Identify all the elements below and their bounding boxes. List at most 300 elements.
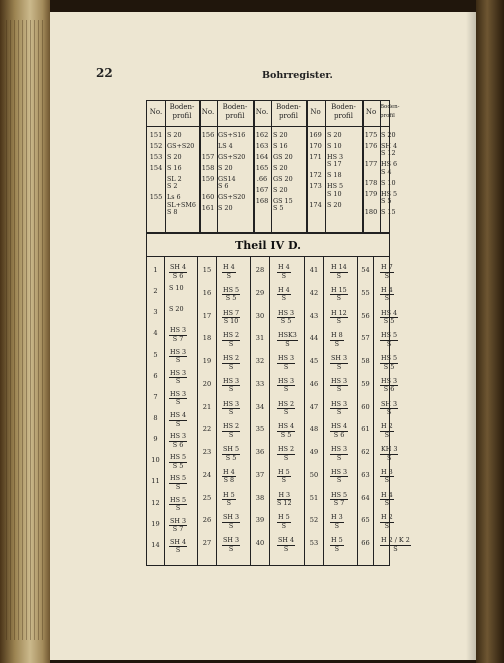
row-number: 40 [255,539,265,548]
lower-layer: S [386,339,392,348]
soil-profile: S 20 [218,204,233,213]
header-line: Boden- [276,103,301,111]
lower-layer: S [283,544,289,553]
soil-fraction [169,454,187,470]
soil-profile: GS 15 S 5 [273,197,293,213]
row-number: 65 [361,516,370,525]
soil-fraction [222,287,240,303]
row-number: 1 [153,266,158,274]
row-number: 44 [309,334,319,343]
header-line: profil [380,113,395,119]
lower-layer: S 5 [383,362,395,371]
upper-layer: H 4 [278,285,290,294]
lower-layer: S [175,504,181,513]
row-number: 152 [149,142,163,150]
row-number: 156 [201,131,215,139]
lower-layer: S 7 [333,499,345,508]
soil-fraction [277,537,295,553]
header-line: profil [334,112,353,120]
upper-layer: HS 3 [331,445,348,454]
soil-fraction [222,355,240,371]
upper-layer: S 20 [169,305,184,314]
upper-layer: H 5 [278,513,290,522]
row-number: 170 [309,142,322,150]
row-number: 17 [202,311,212,320]
lower-layer: S [334,544,340,553]
lower-layer: S 5 [280,430,292,439]
upper-layer: HS 5 [381,354,398,363]
row-number: 50 [309,470,319,479]
row-number: 64 [361,493,370,502]
bottom-col-rule [323,256,324,566]
soil-fraction [222,264,236,280]
row-number: 158 [201,164,215,172]
upper-layer: H 4 [381,490,393,499]
row-number: 57 [361,334,370,343]
lower-layer: S [334,339,340,348]
lower-layer: S [336,362,342,371]
row-number: 35 [255,425,265,434]
upper-layer: HS 4 [170,411,187,419]
lower-layer: S [384,294,390,303]
row-number: 15 [202,266,212,274]
soil-profile: GS 20 [273,175,293,183]
soil-fraction [380,514,394,530]
header-line: profil [279,112,298,120]
soil-fraction [277,332,298,348]
soil-profile: S 10 [327,142,342,150]
row-number: 41 [309,266,319,274]
upper-layer: HS 5 [331,490,348,499]
upper-layer: HS 5 [170,453,187,462]
row-number: 178 [364,178,378,187]
lower-layer: S [281,476,287,485]
soil-fraction [277,446,295,462]
row-number: 54 [361,266,370,274]
bottom-col-rule [373,256,374,566]
soil-fraction [380,401,398,417]
bottom-col-rule [164,256,165,566]
row-number: 180 [364,208,378,217]
soil-fraction [330,469,348,485]
row-number: 171 [309,153,322,161]
soil-profile: S 20 [327,131,342,139]
soil-fraction [380,310,398,326]
lower-layer: S [336,271,342,280]
soil-fraction [380,423,394,439]
lower-layer: S 6 [383,385,395,394]
lower-layer: S [281,294,287,303]
soil-fraction [380,446,398,462]
row-number: 168 [255,197,269,205]
upper-layer: HS 2 [278,445,295,454]
page-edge-lines [6,20,46,640]
soil-profile: HS 5 S 10 [327,182,344,198]
row-number: 51 [309,493,319,502]
row-number: 60 [361,402,370,411]
soil-profile: GS+S16 [218,131,246,139]
row-number: 56 [361,311,370,320]
upper-layer: HS 3 [278,376,295,385]
row-number: 31 [255,334,265,343]
row-number: 48 [309,425,319,434]
lower-layer: S [226,271,232,280]
column-header-profile [271,103,306,121]
bottom-col-rule [269,256,270,566]
column-header-profile [217,103,253,121]
row-number: 53 [309,539,319,548]
soil-fraction [330,492,348,508]
lower-layer: S [334,521,340,530]
soil-fraction [277,310,295,326]
row-number: 43 [309,311,319,320]
lower-layer: S [228,362,234,371]
upper-layer: S 10 [169,284,184,293]
row-number: 11 [151,477,160,486]
row-number: 30 [255,311,265,320]
soil-profile: S 20 [273,164,288,172]
soil-fraction [169,518,187,534]
lower-layer: S [228,430,234,439]
upper-layer: HS 2 [223,354,240,363]
soil-fraction [277,492,292,508]
row-number: 38 [255,493,265,502]
column-header-no: No. [201,108,215,116]
soil-profile: Ls 6 SL+SM6 S 8 [167,193,196,217]
row-number: .66 [256,175,268,183]
upper-layer: HS 2 [223,331,240,340]
lower-layer: S [384,499,390,508]
upper-layer: SH 3 [381,399,398,408]
lower-layer: S [175,377,181,386]
soil-fraction [277,264,291,280]
lower-layer: S [175,482,181,491]
soil-profile: LS 4 [218,142,233,150]
lower-layer: S [175,546,181,555]
soil-fraction [330,332,344,348]
upper-layer: HS 2 [223,422,240,431]
row-number: 155 [149,193,163,202]
upper-layer: HS 3 [170,432,187,441]
soil-profile: S 20 [327,200,342,209]
lower-layer: S [336,294,342,303]
soil-fraction [222,514,240,530]
lower-layer: S [285,339,290,348]
row-number: 6 [153,371,158,380]
header-line: Boden- [222,103,248,111]
soil-fraction [380,469,394,485]
upper-layer: H 12 [331,308,347,317]
soil-profile: GS+S20 [218,153,246,161]
row-number: 46 [309,379,319,388]
upper-layer: H 3 [278,490,291,499]
row-number: 172 [309,171,322,180]
row-number: 165 [255,164,269,172]
upper-layer: SH 3 [331,354,348,363]
soil-profile: S 15 [381,208,396,217]
row-number: 61 [361,425,370,434]
soil-fraction [380,355,398,371]
soil-fraction [277,287,291,303]
row-number: 175 [364,131,378,139]
upper-layer: HS 3 [170,389,187,398]
lower-layer: S [228,385,234,394]
row-number: 36 [255,448,265,457]
soil-fraction [277,355,295,371]
column-header-no: No [310,108,321,116]
soil-fraction [380,264,394,280]
row-number: 173 [309,182,322,191]
row-number: 164 [255,153,269,161]
row-number: 167 [255,186,269,194]
upper-layer: KH 3 [381,445,398,454]
upper-layer: HS 3 [170,368,187,377]
soil-fraction [222,469,236,485]
lower-layer: S [283,408,289,417]
soil-fraction [277,378,295,394]
soil-fraction [169,327,187,343]
upper-layer: H 5 [331,536,343,545]
upper-layer: HS 5 [381,331,398,340]
soil-fraction [222,537,240,553]
lower-layer: S [336,453,342,462]
soil-fraction [222,492,236,508]
row-number: 18 [202,334,212,343]
header-line: Boden- [169,103,195,111]
lower-layer: S [228,339,234,348]
row-number: 3 [153,308,158,317]
soil-fraction [330,423,348,439]
soil-fraction [222,423,240,439]
lower-layer: S [336,385,342,394]
lower-layer: S 5 [172,461,184,470]
row-number: 59 [361,379,370,388]
soil-fraction [330,287,348,303]
soil-fraction [330,401,348,417]
soil-profile: HS 5 S 5 [381,189,398,206]
upper-layer: HS 3 [223,376,240,385]
soil-fraction [277,469,291,485]
lower-layer: S 6 [172,271,184,280]
upper-layer: HS 3 [331,467,348,476]
row-number: 176 [364,142,378,150]
row-number: 62 [361,448,370,457]
soil-fraction [380,332,398,348]
row-number: 160 [201,193,215,202]
row-number: 34 [255,402,265,411]
page-shadow [466,12,476,660]
upper-layer: SH 4 [170,537,187,546]
row-number: 174 [309,200,322,209]
upper-layer: SH 3 [170,516,187,525]
row-number: 25 [202,493,212,502]
section-rule-top [146,232,390,234]
header-line: profil [225,112,245,120]
row-number: 66 [361,539,370,548]
soil-fraction [169,306,184,314]
upper-layer: SH 4 [170,263,187,271]
soil-fraction [380,492,394,508]
soil-profile: S 20 [273,186,288,194]
row-number: 28 [255,266,265,274]
row-number: 27 [202,539,212,548]
row-number: 55 [361,288,370,297]
lower-layer: S [175,398,181,407]
row-number: 4 [153,329,158,338]
upper-layer: SH 4 [278,536,295,545]
row-number: 10 [151,456,160,465]
soil-fraction [380,378,398,394]
soil-fraction [330,378,348,394]
row-number: 47 [309,402,319,411]
soil-fraction [330,446,348,462]
row-number: 179 [364,189,378,198]
header-rule [146,126,390,127]
row-number: 157 [201,153,215,161]
soil-fraction [169,264,187,280]
lower-layer: S 7 [172,334,184,343]
section-rule-bottom [146,256,390,257]
row-number: 49 [309,448,319,457]
upper-layer: HS 3 [331,399,348,408]
upper-layer: HS 7 [223,308,240,317]
column-header-profile [325,103,362,121]
row-number: 16 [202,288,212,297]
row-number: 5 [153,350,158,359]
row-number: 42 [309,288,319,297]
soil-profile: GS+S20 [218,193,246,202]
soil-profile: HS 6 S 4 [381,160,398,176]
upper-layer: H 2 [381,422,393,431]
upper-layer: HS 4 [381,308,398,317]
soil-fraction [169,285,184,293]
soil-profile: S 10 [381,178,396,187]
upper-layer: HS 3 [331,376,348,385]
lower-layer: S [336,476,342,485]
upper-layer: HSK3 [278,331,297,340]
soil-profile: S 18 [327,171,342,180]
soil-profile: GS14 S 6 [218,175,236,191]
lower-layer: S [387,453,392,462]
lower-layer: S 5 [383,317,395,326]
row-number: 23 [202,448,212,457]
soil-fraction [169,391,187,407]
soil-fraction [380,537,411,553]
upper-layer: HS 3 [170,347,187,356]
soil-fraction [169,497,187,513]
upper-layer: SH 3 [223,513,240,522]
lower-layer: S 6 [333,430,345,439]
column-header-profile [380,103,400,121]
page-number: 22 [96,66,113,80]
bottom-col-rule [216,256,217,566]
soil-fraction [277,514,291,530]
upper-layer: H 8 [331,331,343,340]
lower-layer: S 5 [280,317,292,326]
upper-layer: H 3 [381,467,393,476]
upper-layer: H 14 [331,263,347,271]
upper-layer: HS 4 [331,422,348,431]
lower-layer: S [175,419,181,428]
section-title: Theil IV D. [235,239,301,252]
lower-layer: S [283,453,289,462]
column-header-profile [165,103,199,121]
soil-profile: S 16 [167,164,182,172]
lower-layer: S 12 [277,499,292,508]
row-number: 151 [149,131,163,139]
upper-layer: HS 2 [278,399,295,408]
column-header-no: No [365,108,377,116]
lower-layer: S [384,430,390,439]
row-number: 177 [364,160,378,169]
lower-layer: S 5 [225,453,237,462]
lower-layer: S [175,356,181,365]
soil-fraction [222,378,240,394]
soil-fraction [169,412,187,428]
lower-layer: S [281,521,287,530]
upper-layer: H 15 [331,285,347,294]
row-number: 153 [149,153,163,161]
soil-fraction [222,310,240,326]
soil-fraction [330,514,344,530]
row-number: 7 [153,392,158,401]
soil-fraction [277,423,295,439]
row-number: 32 [255,357,265,366]
soil-fraction [169,349,187,365]
upper-layer: HS 5 [170,495,187,504]
row-number: 39 [255,516,265,525]
lower-layer: S [384,476,390,485]
upper-layer: HS 3 [278,308,295,317]
row-number: 2 [153,287,158,296]
row-number: 45 [309,357,319,366]
lower-layer: S 7 [172,525,184,534]
header-line: Boden- [380,104,400,110]
soil-profile: GS 20 [273,153,293,161]
soil-fraction [222,446,240,462]
soil-fraction [222,401,240,417]
lower-layer: S [228,408,234,417]
row-number: 169 [309,131,322,139]
header-line: Boden- [331,103,356,111]
soil-profile: HS 3 S 17 [327,153,344,169]
lower-layer: S [336,317,342,326]
soil-profile: S 20 [167,153,182,161]
row-number: 161 [201,204,215,213]
row-number: 29 [255,288,265,297]
soil-profile: S 20 [218,164,233,172]
soil-profile: GS+S20 [167,142,195,150]
upper-layer: HS 5 [223,285,240,294]
row-number: 154 [149,164,163,172]
upper-layer: H 5 [223,490,235,499]
soil-profile: S 16 [273,142,288,150]
soil-fraction [169,433,187,449]
upper-layer: H 4 [381,285,393,294]
column-header-no: No. [255,108,269,116]
lower-layer: S [228,521,234,530]
upper-layer: HS 3 [170,326,187,335]
upper-layer: HS 3 [223,399,240,408]
upper-layer: SH 5 [223,445,240,454]
row-number: 8 [153,414,158,422]
upper-layer: H 5 [278,467,290,476]
soil-fraction [330,537,344,553]
row-number: 26 [202,516,212,525]
lower-layer: S 8 [223,476,235,485]
upper-layer: HS 5 [170,474,187,483]
soil-profile: S 20 [273,131,288,139]
